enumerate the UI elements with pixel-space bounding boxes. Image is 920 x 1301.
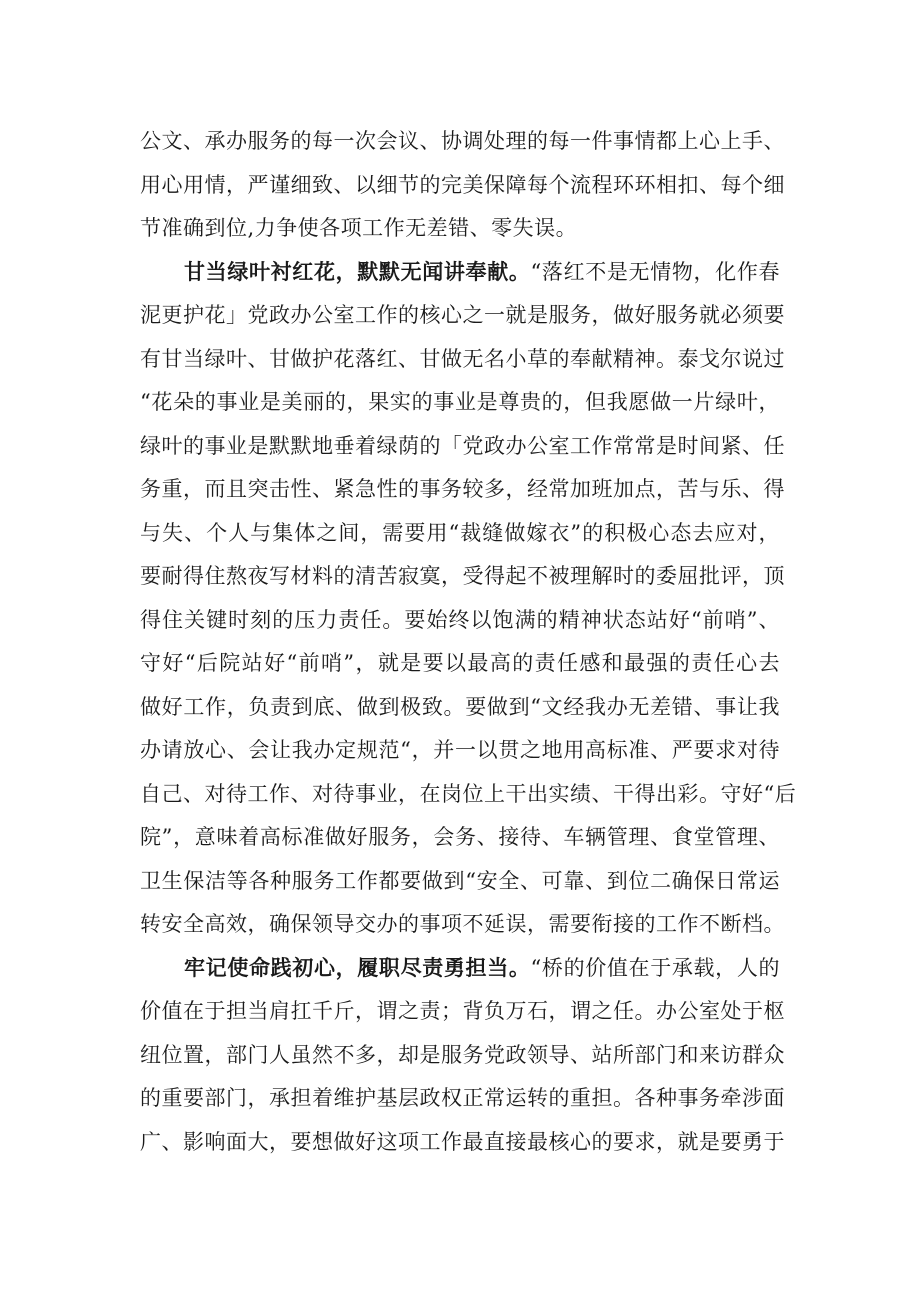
- paragraph-line: 要耐得住熬夜写材料的清苦寂寞，受得起不被理解时的委屈批评，顶: [140, 564, 785, 588]
- paragraph-line: 广、影响面大，要想做好这项工作最直接最核心的要求，就是要勇于: [140, 1130, 785, 1154]
- paragraph-line: 纽位置，部门人虽然不多，却是服务党政领导、站所部门和来访群众: [140, 1043, 785, 1067]
- paragraph-line: 转安全高效，确保领导交办的事项不延误，需要衔接的工作不断档。: [140, 912, 785, 936]
- paragraph-line: 卫生保洁等各种服务工作都要做到“安全、可靠、到位二确保日常运: [140, 869, 780, 893]
- paragraph-line: 有甘当绿叶、甘做护花落红、甘做无名小草的奉献精神。泰戈尔说过: [140, 347, 785, 371]
- paragraph-heading: 牢记使命践初心，履职尽责勇担当。: [184, 956, 531, 980]
- paragraph-line: “花朵的事业是美丽的，果实的事业是尊贵的，但我愿做一片绿叶，: [140, 390, 780, 414]
- paragraph-line: 价值在于担当肩扛千斤，谓之责；背负万石，谓之任。办公室处于枢: [140, 999, 785, 1023]
- paragraph-first-line: [184, 953, 780, 983]
- paragraph-first-line: [184, 257, 780, 287]
- paragraph-line: 做好工作，负责到底、做到极致。要做到“文经我办无差错、事让我: [140, 695, 780, 719]
- paragraph-line: 务重，而且突击性、紧急性的事务较多，经常加班加点，苦与乐、得: [140, 477, 785, 501]
- paragraph-line: 自己、对待工作、对待事业，在岗位上干出实绩、干得出彩。守好“后: [140, 782, 797, 806]
- paragraph-line: 公文、承办服务的每一次会议、协调处理的每一件事情都上心上手、: [140, 129, 785, 153]
- paragraph-line: 节准确到位,力争使各项工作无差错、零失误。: [140, 216, 578, 240]
- paragraph-text: “桥的价值在于承载，人的: [530, 956, 780, 980]
- paragraph-line: 与失、个人与集体之间，需要用“裁缝做嫁衣”的积极心态去应对，: [140, 521, 780, 545]
- paragraph-line: 绿叶的事业是默默地垂着绿荫的「党政办公室工作常常是时间紧、任: [140, 434, 785, 458]
- paragraph-line: 得住关键时刻的压力责任。要始终以饱满的精神状态站好“前哨”、: [140, 608, 780, 632]
- paragraph-line: 守好“后院站好“前哨”，就是要以最高的责任感和最强的责任心去: [140, 651, 780, 675]
- paragraph-line: 泥更护花」党政办公室工作的核心之一就是服务，做好服务就必须要: [140, 303, 785, 327]
- paragraph-line: 的重要部门，承担着维护基层政权正常运转的重担。各种事务牵涉面: [140, 1086, 785, 1110]
- paragraph-text: “落红不是无情物，化作春: [530, 260, 780, 284]
- paragraph-line: 办请放心、会让我办定规范“，并一以贯之地用高标准、严要求对待: [140, 738, 780, 762]
- paragraph-line: 用心用情，严谨细致、以细节的完美保障每个流程环环相扣、每个细: [140, 173, 785, 197]
- paragraph-heading: 甘当绿叶衬红花，默默无闻讲奉献。: [184, 260, 531, 284]
- paragraph-line: 院”，意味着高标准做好服务，会务、接待、车辆管理、食堂管理、: [140, 825, 780, 849]
